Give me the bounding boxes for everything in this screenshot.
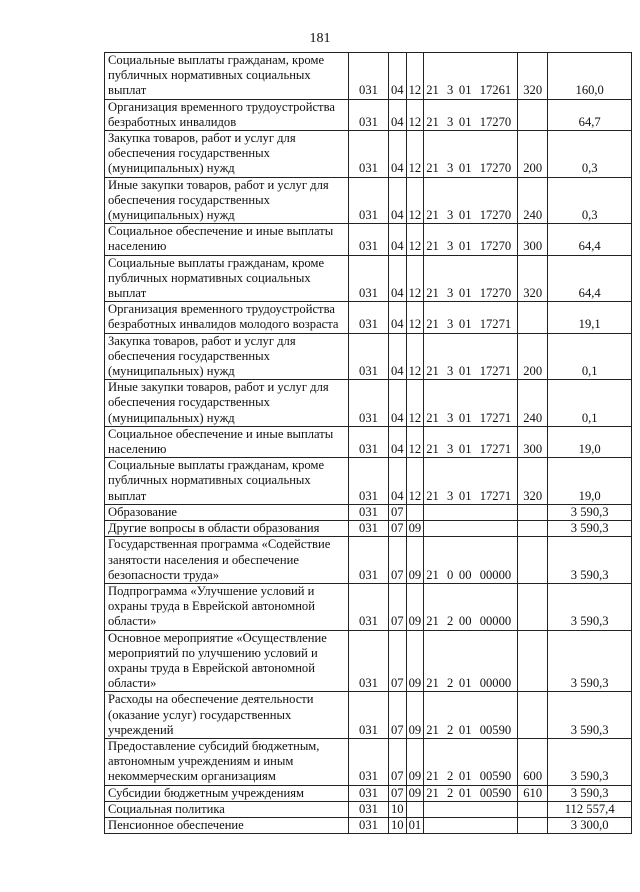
row-name: Иные закупки товаров, работ и услуг для обеспечения государственных (муниципальных) нужд bbox=[105, 177, 349, 224]
target-code-part: 01 bbox=[458, 317, 472, 332]
row-pr: 12 bbox=[406, 380, 424, 427]
target-code-part: 17261 bbox=[479, 83, 512, 98]
row-sum: 3 590,3 bbox=[548, 583, 632, 630]
target-code-part: 01 bbox=[458, 208, 472, 223]
row-target-code bbox=[424, 131, 518, 178]
target-code-part: 21 bbox=[426, 317, 439, 332]
target-code-part: 01 bbox=[458, 239, 472, 254]
row-name: Закупка товаров, работ и услуг для обеспечения государственных (муниципальных) нужд bbox=[105, 131, 349, 178]
row-rz: 07 bbox=[389, 630, 407, 692]
row-expense-type bbox=[518, 504, 548, 520]
row-name: Основное мероприятие «Осуществление мероприятий по улучшению условий и охраны труда в Еврейской автономной области» bbox=[105, 630, 349, 692]
target-code-part: 00 bbox=[458, 614, 472, 629]
row-pr bbox=[406, 504, 424, 520]
row-name: Организация временного трудоустройства безработных инвалидов молодого возраста bbox=[105, 302, 349, 333]
target-code-part: 21 bbox=[426, 488, 439, 503]
row-rz: 04 bbox=[389, 255, 407, 302]
table-row bbox=[105, 458, 632, 505]
row-sum: 3 590,3 bbox=[548, 785, 632, 801]
row-name: Субсидии бюджетным учреждениям bbox=[105, 785, 349, 801]
row-grbs: 031 bbox=[349, 99, 389, 130]
row-target-code bbox=[424, 583, 518, 630]
target-code-part: 2 bbox=[447, 722, 454, 737]
row-rz: 07 bbox=[389, 504, 407, 520]
row-pr: 12 bbox=[406, 224, 424, 255]
table-row bbox=[105, 53, 632, 100]
row-name: Социальная политика bbox=[105, 801, 349, 817]
table-row bbox=[105, 255, 632, 302]
row-rz: 04 bbox=[389, 177, 407, 224]
row-rz: 07 bbox=[389, 738, 407, 785]
table-row bbox=[105, 333, 632, 380]
table-row bbox=[105, 817, 632, 833]
row-expense-type bbox=[518, 817, 548, 833]
target-code-part: 17270 bbox=[479, 114, 512, 129]
row-grbs: 031 bbox=[349, 801, 389, 817]
target-code-part: 01 bbox=[458, 410, 472, 425]
row-expense-type: 320 bbox=[518, 53, 548, 100]
row-sum: 0,3 bbox=[548, 131, 632, 178]
row-rz: 07 bbox=[389, 537, 407, 584]
row-grbs: 031 bbox=[349, 738, 389, 785]
budget-table bbox=[104, 52, 632, 834]
target-code-part: 3 bbox=[447, 410, 454, 425]
row-grbs: 031 bbox=[349, 255, 389, 302]
row-expense-type: 200 bbox=[518, 131, 548, 178]
target-code-part: 3 bbox=[447, 114, 454, 129]
target-code-part: 01 bbox=[458, 722, 472, 737]
row-rz: 04 bbox=[389, 99, 407, 130]
target-code-part: 21 bbox=[426, 567, 439, 582]
row-name: Другие вопросы в области образования bbox=[105, 521, 349, 537]
row-target-code bbox=[424, 738, 518, 785]
row-grbs: 031 bbox=[349, 53, 389, 100]
row-sum: 64,4 bbox=[548, 224, 632, 255]
row-rz: 07 bbox=[389, 583, 407, 630]
row-expense-type: 240 bbox=[518, 177, 548, 224]
row-name: Социальные выплаты гражданам, кроме публичных нормативных социальных выплат bbox=[105, 458, 349, 505]
table-row bbox=[105, 630, 632, 692]
target-code-part: 17270 bbox=[479, 286, 512, 301]
target-code-part: 00000 bbox=[479, 567, 512, 582]
row-expense-type bbox=[518, 99, 548, 130]
row-rz: 10 bbox=[389, 801, 407, 817]
row-grbs: 031 bbox=[349, 583, 389, 630]
target-code-part: 00000 bbox=[479, 676, 512, 691]
row-name: Социальные выплаты гражданам, кроме публичных нормативных социальных выплат bbox=[105, 53, 349, 100]
row-name: Закупка товаров, работ и услуг для обеспечения государственных (муниципальных) нужд bbox=[105, 333, 349, 380]
row-grbs: 031 bbox=[349, 426, 389, 457]
row-pr: 12 bbox=[406, 333, 424, 380]
target-code-part: 3 bbox=[447, 239, 454, 254]
target-code-part: 21 bbox=[426, 208, 439, 223]
target-code-part: 21 bbox=[426, 364, 439, 379]
row-name: Подпрограмма «Улучшение условий и охраны труда в Еврейской автономной области» bbox=[105, 583, 349, 630]
target-code-part: 00590 bbox=[479, 722, 512, 737]
row-rz: 04 bbox=[389, 426, 407, 457]
row-expense-type: 240 bbox=[518, 380, 548, 427]
target-code-part: 21 bbox=[426, 239, 439, 254]
target-code-part: 21 bbox=[426, 769, 439, 784]
row-sum: 0,3 bbox=[548, 177, 632, 224]
row-rz: 04 bbox=[389, 53, 407, 100]
table-row bbox=[105, 537, 632, 584]
row-expense-type: 300 bbox=[518, 426, 548, 457]
table-row bbox=[105, 99, 632, 130]
row-sum: 3 590,3 bbox=[548, 738, 632, 785]
row-expense-type: 200 bbox=[518, 333, 548, 380]
target-code-part: 01 bbox=[458, 83, 472, 98]
row-expense-type bbox=[518, 692, 548, 739]
table-row bbox=[105, 224, 632, 255]
row-pr: 12 bbox=[406, 131, 424, 178]
row-rz: 04 bbox=[389, 333, 407, 380]
table-row bbox=[105, 692, 632, 739]
row-target-code bbox=[424, 801, 518, 817]
row-target-code bbox=[424, 785, 518, 801]
row-target-code bbox=[424, 255, 518, 302]
row-sum: 19,0 bbox=[548, 426, 632, 457]
row-grbs: 031 bbox=[349, 302, 389, 333]
row-target-code bbox=[424, 302, 518, 333]
row-grbs: 031 bbox=[349, 380, 389, 427]
row-pr: 12 bbox=[406, 458, 424, 505]
row-sum: 0,1 bbox=[548, 333, 632, 380]
row-pr: 12 bbox=[406, 177, 424, 224]
target-code-part: 21 bbox=[426, 676, 439, 691]
row-target-code bbox=[424, 333, 518, 380]
target-code-part: 00590 bbox=[479, 769, 512, 784]
target-code-part: 17270 bbox=[479, 208, 512, 223]
target-code-part: 01 bbox=[458, 442, 472, 457]
row-grbs: 031 bbox=[349, 785, 389, 801]
target-code-part: 21 bbox=[426, 114, 439, 129]
row-expense-type: 320 bbox=[518, 458, 548, 505]
target-code-part: 3 bbox=[447, 286, 454, 301]
row-rz: 04 bbox=[389, 458, 407, 505]
row-grbs: 031 bbox=[349, 224, 389, 255]
row-pr: 09 bbox=[406, 583, 424, 630]
target-code-part: 01 bbox=[458, 364, 472, 379]
row-name: Социальные выплаты гражданам, кроме публичных нормативных социальных выплат bbox=[105, 255, 349, 302]
row-target-code bbox=[424, 630, 518, 692]
table-row bbox=[105, 738, 632, 785]
row-expense-type bbox=[518, 630, 548, 692]
row-sum: 3 590,3 bbox=[548, 537, 632, 584]
budget-rows bbox=[105, 53, 632, 834]
row-grbs: 031 bbox=[349, 521, 389, 537]
target-code-part: 01 bbox=[458, 114, 472, 129]
row-expense-type bbox=[518, 302, 548, 333]
row-target-code bbox=[424, 224, 518, 255]
target-code-part: 21 bbox=[426, 722, 439, 737]
row-grbs: 031 bbox=[349, 177, 389, 224]
table-row bbox=[105, 426, 632, 457]
row-pr: 09 bbox=[406, 738, 424, 785]
row-rz: 07 bbox=[389, 521, 407, 537]
row-expense-type: 300 bbox=[518, 224, 548, 255]
target-code-part: 17271 bbox=[479, 488, 512, 503]
row-expense-type bbox=[518, 801, 548, 817]
row-grbs: 031 bbox=[349, 537, 389, 584]
row-target-code bbox=[424, 426, 518, 457]
row-target-code bbox=[424, 458, 518, 505]
row-name: Государственная программа «Содействие занятости населения и обеспечение безопасности труда» bbox=[105, 537, 349, 584]
row-name: Расходы на обеспечение деятельности (оказание услуг) государственных учреждений bbox=[105, 692, 349, 739]
row-name: Организация временного трудоустройства безработных инвалидов bbox=[105, 99, 349, 130]
row-target-code bbox=[424, 692, 518, 739]
table-row bbox=[105, 785, 632, 801]
row-grbs: 031 bbox=[349, 692, 389, 739]
table-row bbox=[105, 380, 632, 427]
target-code-part: 17271 bbox=[479, 410, 512, 425]
target-code-part: 00000 bbox=[479, 614, 512, 629]
row-name: Пенсионное обеспечение bbox=[105, 817, 349, 833]
target-code-part: 17271 bbox=[479, 364, 512, 379]
table-row bbox=[105, 504, 632, 520]
row-pr bbox=[406, 801, 424, 817]
row-grbs: 031 bbox=[349, 817, 389, 833]
row-target-code bbox=[424, 177, 518, 224]
row-rz: 04 bbox=[389, 380, 407, 427]
target-code-part: 2 bbox=[447, 614, 454, 629]
row-name: Иные закупки товаров, работ и услуг для обеспечения государственных (муниципальных) нужд bbox=[105, 380, 349, 427]
row-sum: 0,1 bbox=[548, 380, 632, 427]
target-code-part: 3 bbox=[447, 364, 454, 379]
row-rz: 04 bbox=[389, 224, 407, 255]
row-sum: 112 557,4 bbox=[548, 801, 632, 817]
row-rz: 07 bbox=[389, 692, 407, 739]
row-sum: 3 300,0 bbox=[548, 817, 632, 833]
row-rz: 04 bbox=[389, 302, 407, 333]
target-code-part: 21 bbox=[426, 442, 439, 457]
target-code-part: 3 bbox=[447, 488, 454, 503]
table-row bbox=[105, 177, 632, 224]
row-name: Образование bbox=[105, 504, 349, 520]
target-code-part: 21 bbox=[426, 161, 439, 176]
row-sum: 3 590,3 bbox=[548, 504, 632, 520]
target-code-part: 01 bbox=[458, 785, 472, 800]
row-name: Социальное обеспечение и иные выплаты населению bbox=[105, 224, 349, 255]
row-sum: 3 590,3 bbox=[548, 630, 632, 692]
target-code-part: 21 bbox=[426, 83, 439, 98]
row-expense-type bbox=[518, 521, 548, 537]
row-pr: 12 bbox=[406, 99, 424, 130]
target-code-part: 01 bbox=[458, 676, 472, 691]
row-pr: 09 bbox=[406, 785, 424, 801]
row-target-code bbox=[424, 53, 518, 100]
table-row bbox=[105, 801, 632, 817]
row-sum: 3 590,3 bbox=[548, 692, 632, 739]
target-code-part: 3 bbox=[447, 317, 454, 332]
row-expense-type bbox=[518, 583, 548, 630]
row-sum: 19,1 bbox=[548, 302, 632, 333]
row-pr: 09 bbox=[406, 537, 424, 584]
target-code-part: 01 bbox=[458, 769, 472, 784]
target-code-part: 2 bbox=[447, 676, 454, 691]
page-number: 181 bbox=[309, 31, 331, 46]
target-code-part: 00 bbox=[458, 567, 472, 582]
row-grbs: 031 bbox=[349, 333, 389, 380]
row-expense-type: 320 bbox=[518, 255, 548, 302]
row-expense-type: 600 bbox=[518, 738, 548, 785]
target-code-part: 00590 bbox=[479, 785, 512, 800]
row-grbs: 031 bbox=[349, 458, 389, 505]
target-code-part: 21 bbox=[426, 410, 439, 425]
row-sum: 160,0 bbox=[548, 53, 632, 100]
target-code-part: 3 bbox=[447, 442, 454, 457]
target-code-part: 3 bbox=[447, 161, 454, 176]
target-code-part: 21 bbox=[426, 614, 439, 629]
row-expense-type bbox=[518, 537, 548, 584]
row-pr: 09 bbox=[406, 692, 424, 739]
target-code-part: 01 bbox=[458, 161, 472, 176]
row-rz: 04 bbox=[389, 131, 407, 178]
table-row bbox=[105, 131, 632, 178]
target-code-part: 3 bbox=[447, 208, 454, 223]
row-grbs: 031 bbox=[349, 131, 389, 178]
row-target-code bbox=[424, 99, 518, 130]
row-pr: 12 bbox=[406, 302, 424, 333]
table-row bbox=[105, 583, 632, 630]
row-sum: 64,4 bbox=[548, 255, 632, 302]
target-code-part: 17270 bbox=[479, 161, 512, 176]
row-pr: 09 bbox=[406, 630, 424, 692]
target-code-part: 0 bbox=[447, 567, 454, 582]
target-code-part: 2 bbox=[447, 785, 454, 800]
row-grbs: 031 bbox=[349, 630, 389, 692]
target-code-part: 17271 bbox=[479, 317, 512, 332]
row-sum: 64,7 bbox=[548, 99, 632, 130]
row-pr: 12 bbox=[406, 255, 424, 302]
target-code-part: 01 bbox=[458, 286, 472, 301]
row-name: Предоставление субсидий бюджетным, автономным учреждениям и иным некоммерческим организациям bbox=[105, 738, 349, 785]
row-target-code bbox=[424, 537, 518, 584]
row-pr: 09 bbox=[406, 521, 424, 537]
target-code-part: 01 bbox=[458, 488, 472, 503]
row-sum: 19,0 bbox=[548, 458, 632, 505]
row-name: Социальное обеспечение и иные выплаты населению bbox=[105, 426, 349, 457]
target-code-part: 21 bbox=[426, 785, 439, 800]
row-pr: 12 bbox=[406, 426, 424, 457]
row-target-code bbox=[424, 521, 518, 537]
row-target-code bbox=[424, 504, 518, 520]
table-row bbox=[105, 302, 632, 333]
target-code-part: 21 bbox=[426, 286, 439, 301]
row-target-code bbox=[424, 380, 518, 427]
row-rz: 10 bbox=[389, 817, 407, 833]
target-code-part: 17270 bbox=[479, 239, 512, 254]
table-row bbox=[105, 521, 632, 537]
row-sum: 3 590,3 bbox=[548, 521, 632, 537]
row-rz: 07 bbox=[389, 785, 407, 801]
row-target-code bbox=[424, 817, 518, 833]
row-grbs: 031 bbox=[349, 504, 389, 520]
target-code-part: 2 bbox=[447, 769, 454, 784]
row-pr: 01 bbox=[406, 817, 424, 833]
row-pr: 12 bbox=[406, 53, 424, 100]
row-expense-type: 610 bbox=[518, 785, 548, 801]
target-code-part: 17271 bbox=[479, 442, 512, 457]
target-code-part: 3 bbox=[447, 83, 454, 98]
